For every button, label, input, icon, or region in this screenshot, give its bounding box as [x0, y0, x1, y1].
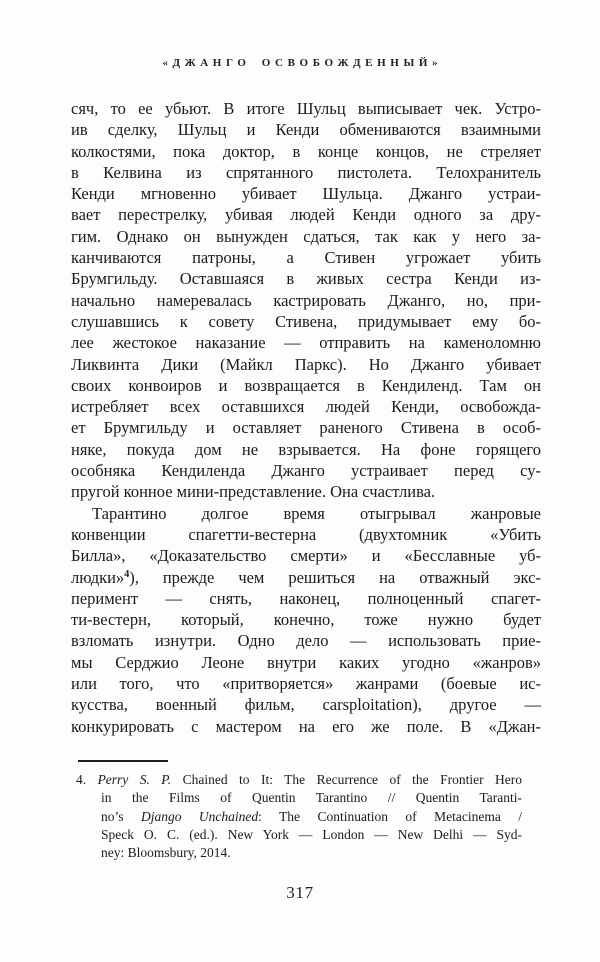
text-line: Билла», «Доказательство смерти» и «Бесславные уб- [71, 546, 541, 566]
text-line: гим. Однако он вынужден сдаться, так как у него за- [71, 226, 541, 246]
text-line: ет Брумгильду и оставляет раненого Стивена в особ- [71, 418, 541, 438]
text-segment: no’s [101, 808, 124, 824]
footnote-line [76, 771, 522, 789]
footnote-rule [78, 760, 168, 762]
text-segment: ), прежде чем решиться на отважный экс- [129, 567, 541, 587]
text-line: сяч, то ее убьют. В итоге Шульц выписывает чек. Устро- [71, 99, 541, 118]
text-line: конвенции спагетти-вестерна (двухтомник «Убить [71, 524, 541, 544]
text-line: своих конвоиров и возвращается в Кендиленд. Там он [71, 375, 541, 395]
text-line: конкурировать с мастером на его же поле. В «Джан- [71, 716, 541, 736]
text-line: Кенди мгновенно убивает Шульца. Джанго устраи- [71, 184, 541, 204]
text-segment: : The Continuation of Metacinema / [258, 808, 522, 824]
text-line: кусства, военный фильм, carsploitation), другое — [71, 695, 541, 715]
text-line: Брумгильду. Оставшаяся в живых сестра Кенди из- [71, 269, 541, 289]
page-number: 317 [286, 883, 314, 902]
footnote-line: ney: Bloomsbury, 2014. [101, 845, 231, 861]
text-line: няке, покуда дом не взрывается. На фоне горящего [71, 439, 541, 459]
footnote-reference: 4 [124, 568, 130, 580]
paragraph-2 [71, 503, 541, 737]
text-line: начально намеревалась кастрировать Джанго, но, при- [71, 290, 541, 310]
text-line: пругой конное мини-представление. Она счастлива. [71, 482, 436, 502]
body-text [71, 98, 541, 737]
footnote-line: Speck O. C. (ed.). New York — London — New Delhi — Syd- [101, 826, 522, 842]
paragraph-1 [71, 98, 541, 503]
text-line: или того, что «притворяется» жанрами (боевые ис- [71, 674, 541, 694]
footnote [76, 771, 522, 862]
text-line: ив сделку, Шульц и Кенди обмениваются взаимными [71, 120, 541, 140]
text-line: канчиваются патроны, а Стивен угрожает убить [71, 248, 541, 268]
text-line: слушавшись к совету Стивена, придумывает ему бо- [71, 311, 541, 331]
text-line: особняка Кендиленда Джанго устраивает перед су- [71, 461, 541, 481]
footnote-line: in the Films of Quentin Tarantino // Quentin Taranti- [101, 790, 522, 806]
running-head: «ДЖАНГО ОСВОБОЖДЕННЫЙ» [162, 57, 443, 69]
text-line: перимент — снять, наконец, полноценный спагет- [71, 588, 541, 608]
footnote-author: Perry S. P. [97, 772, 172, 787]
text-line: лее жестокое наказание — отправить на каменоломню [71, 333, 541, 353]
text-segment: людки» [71, 567, 125, 587]
text-line: мы Серджио Леоне внутри каких угодно «жанров» [71, 652, 541, 672]
text-line: Тарантино долгое время отыгрывал жанровые [92, 503, 541, 523]
text-line: Ликвинта Дики (Майкл Паркс). Но Джанго убивает [71, 354, 541, 374]
text-line [71, 567, 541, 588]
text-line: ти-вестерн, который, конечно, тоже нужно будет [71, 610, 541, 630]
text-segment: Chained to It: The Recurrence of the Frontier Hero [182, 772, 523, 787]
text-line: в Келвина из спрятанного пистолета. Телохранитель [71, 162, 541, 182]
text-line: вает перестрелку, убивая людей Кенди одного за дру- [71, 205, 541, 225]
footnote-line [76, 808, 522, 826]
text-line: колкостями, пока доктор, в конце концов, не стреляет [71, 141, 541, 161]
text-line: истребляет всех оставшихся людей Кенди, освобожда- [71, 397, 541, 417]
footnote-book-title: Django Unchained [140, 808, 259, 824]
footnote-marker: 4. [76, 772, 87, 787]
text-line: взломать изнутри. Одно дело — использовать прие- [71, 631, 541, 651]
